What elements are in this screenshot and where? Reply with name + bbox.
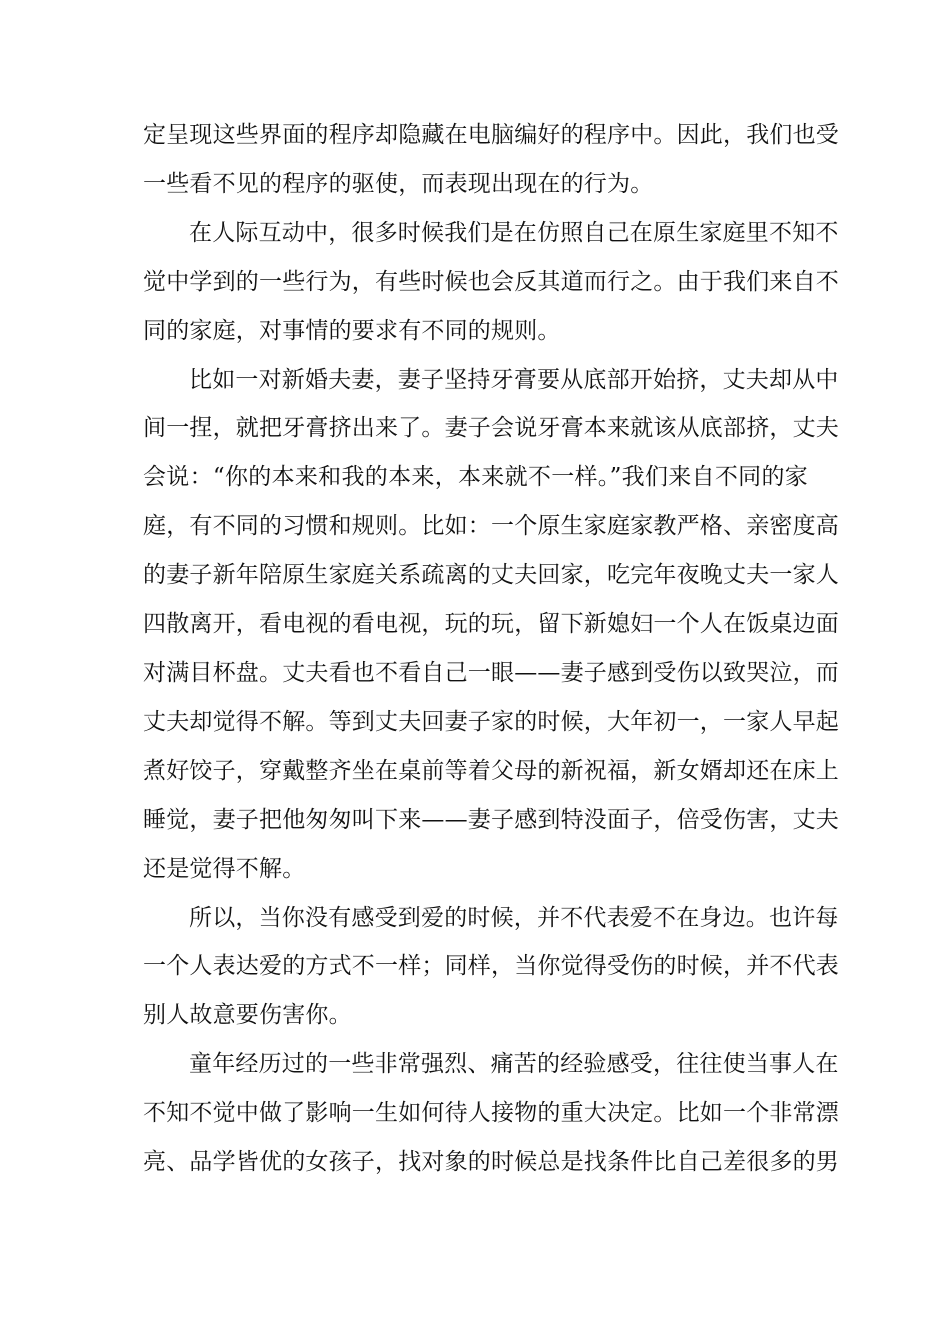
paragraph-2 [143, 209, 839, 356]
text-line: 会说：“你的本来和我的本来，本来就不一样。”我们来自不同的家 [143, 464, 808, 491]
text-line: 一些看不见的程序的驱使，而表现出现在的行为。 [143, 170, 654, 197]
text-line: 在人际互动中，很多时候我们是在仿照自己在原生家庭里不知不 [189, 219, 839, 246]
paragraph-5 [143, 1040, 839, 1187]
text-line: 亮、品学皆优的女孩子，找对象的时候总是找条件比自己差很多的男 [143, 1149, 839, 1176]
paragraph-1 [143, 111, 839, 209]
text-line: 还是觉得不解。 [143, 855, 306, 882]
text-line: 间一捏，就把牙膏挤出来了。妻子会说牙膏本来就该从底部挤，丈夫 [143, 415, 839, 442]
text-line: 同的家庭，对事情的要求有不同的规则。 [143, 317, 561, 344]
paragraph-3 [143, 356, 839, 894]
text-line: 庭，有不同的习惯和规则。比如：一个原生家庭家教严格、亲密度高 [143, 513, 839, 540]
text-line: 四散离开，看电视的看电视，玩的玩，留下新媳妇一个人在饭桌边面 [143, 611, 839, 638]
text-line: 定呈现这些界面的程序却隐藏在电脑编好的程序中。因此，我们也受 [143, 122, 839, 148]
text-line: 不知不觉中做了影响一生如何待人接物的重大决定。比如一个非常漂 [143, 1100, 839, 1127]
text-line: 的妻子新年陪原生家庭关系疏离的丈夫回家，吃完年夜晚丈夫一家人 [143, 562, 839, 589]
text-line: 觉中学到的一些行为，有些时候也会反其道而行之。由于我们来自不 [143, 268, 839, 295]
text-line: 别人故意要伤害你。 [143, 1002, 352, 1029]
text-line: 比如一对新婚夫妻，妻子坚持牙膏要从底部开始挤，丈夫却从中 [189, 366, 839, 393]
paragraph-4 [143, 894, 839, 1041]
text-line: 睡觉，妻子把他匆匆叫下来——妻子感到特没面子，倍受伤害，丈夫 [143, 806, 839, 833]
text-line: 一个人表达爱的方式不一样；同样，当你觉得受伤的时候，并不代表 [143, 953, 839, 980]
document-page [143, 111, 839, 1187]
text-line: 煮好饺子，穿戴整齐坐在桌前等着父母的新祝福，新女婿却还在床上 [143, 757, 839, 784]
text-line: 所以，当你没有感受到爱的时候，并不代表爱不在身边。也许每 [189, 904, 839, 931]
text-line: 童年经历过的一些非常强烈、痛苦的经验感受，往往使当事人在 [189, 1051, 839, 1078]
text-line: 丈夫却觉得不解。等到丈夫回妻子家的时候，大年初一，一家人早起 [143, 708, 839, 735]
text-line: 对满目杯盘。丈夫看也不看自己一眼——妻子感到受伤以致哭泣，而 [143, 659, 839, 686]
